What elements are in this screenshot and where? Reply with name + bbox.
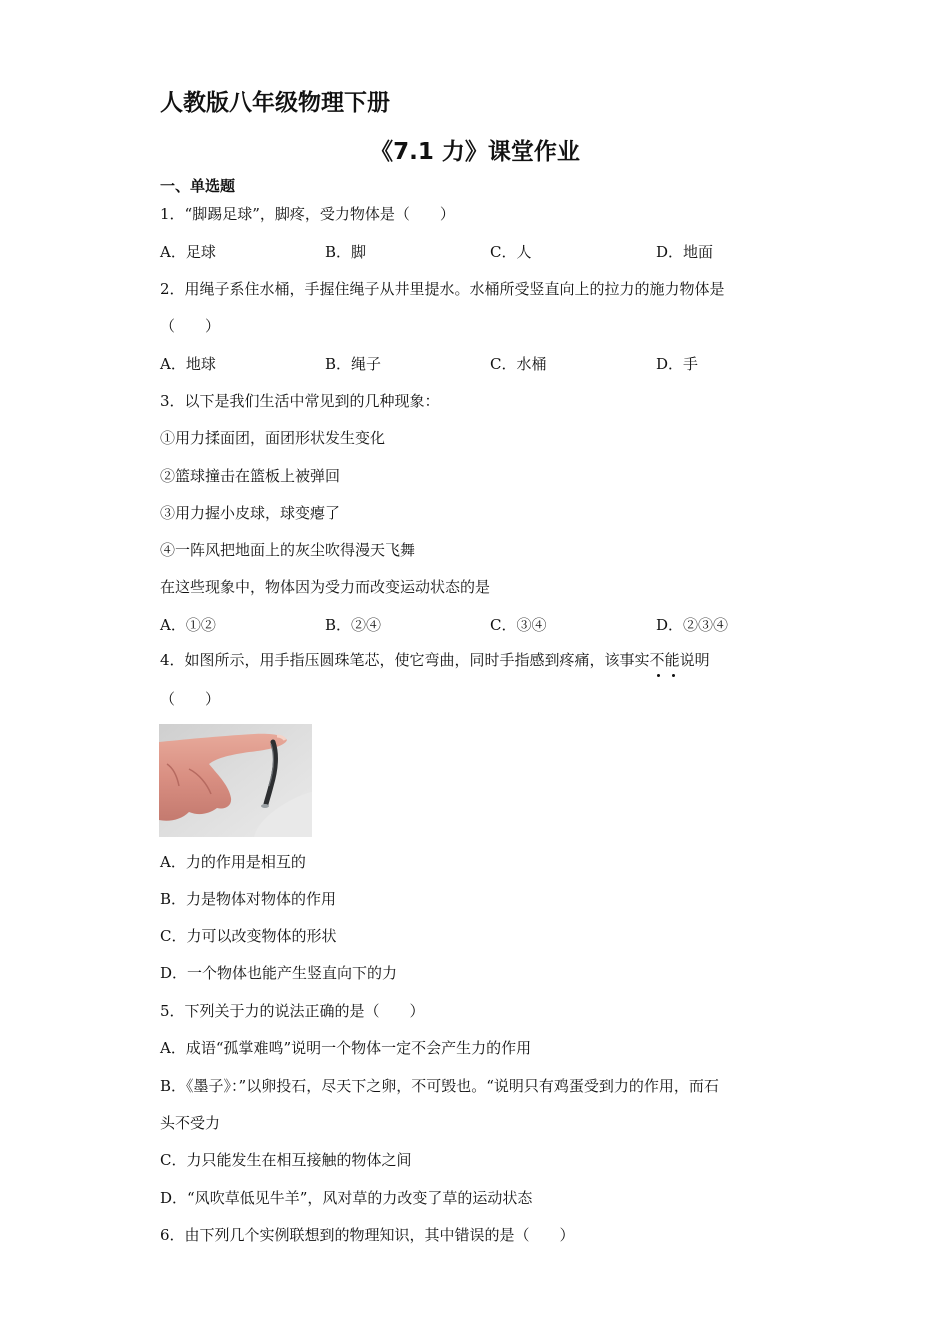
question-3-item-4: ④一阵风把地面上的灰尘吹得漫天飞舞 — [160, 541, 416, 559]
question-6-stem: 6．由下列几个实例联想到的物理知识，其中错误的是（ ） — [160, 1226, 575, 1244]
question-3-item-3: ③用力握小皮球，球变瘪了 — [160, 504, 341, 522]
question-4-stem-end: 说明 — [679, 651, 710, 669]
question-3-option-b: B．②④ — [325, 616, 382, 634]
question-3-prompt: 在这些现象中，物体因为受力而改变运动状态的是 — [160, 578, 491, 596]
question-2-option-d: D．手 — [656, 355, 699, 373]
question-5-stem: 5．下列关于力的说法正确的是（ ） — [160, 1002, 425, 1020]
question-2-stem: 2．用绳子系住水桶，手握住绳子从井里提水。水桶所受竖直向上的拉力的施力物体是 — [160, 280, 725, 298]
question-3-option-c: C．③④ — [490, 616, 547, 634]
question-5-option-b-continued: 头不受力 — [160, 1114, 221, 1132]
question-4-stem-text: 4．如图所示，用手指压圆珠笔芯，使它弯曲，同时手指感到疼痛，该事实 — [160, 651, 650, 669]
question-4-option-c: C．力可以改变物体的形状 — [160, 927, 337, 945]
question-4-stem-continued: （ ） — [160, 690, 221, 708]
question-1-option-b: B．脚 — [325, 243, 367, 261]
document-subtitle: 《7.1 力》课堂作业 — [370, 139, 580, 165]
question-2-option-b: B．绳子 — [325, 355, 382, 373]
finger-pressing-pen-refill-photo — [159, 724, 312, 837]
question-3-stem: 3．以下是我们生活中常见到的几种现象： — [160, 392, 440, 410]
question-2-stem-continued: （ ） — [160, 317, 221, 335]
emphasis-char-can — [665, 650, 680, 670]
emphasis-char-not-text: 不 — [649, 651, 665, 669]
section-heading: 一、单选题 — [160, 177, 236, 195]
question-3-item-1: ①用力揉面团，面团形状发生变化 — [160, 429, 386, 447]
question-1-option-d: D．地面 — [656, 243, 714, 261]
emphasis-dot — [672, 674, 675, 677]
question-2-option-c: C．水桶 — [490, 355, 547, 373]
emphasis-dot — [657, 674, 660, 677]
question-5-option-d: D．“风吹草低见牛羊”，风对草的力改变了草的运动状态 — [160, 1189, 533, 1207]
question-3-item-2: ②篮球撞击在篮板上被弹回 — [160, 467, 341, 485]
question-1-stem: 1．“脚踢足球”，脚疼，受力物体是（ ） — [160, 205, 455, 223]
question-4-option-b: B．力是物体对物体的作用 — [160, 890, 337, 908]
question-1-option-a: A．足球 — [160, 243, 216, 261]
question-3-option-a: A．①② — [160, 616, 216, 634]
document-title: 人教版八年级物理下册 — [160, 90, 390, 116]
question-1-option-c: C．人 — [490, 243, 532, 261]
question-5-option-b: B．《墨子》：”以卵投石，尽天下之卵，不可毁也。“说明只有鸡蛋受到力的作用，而石 — [160, 1077, 719, 1095]
question-5-option-a: A．成语“孤掌难鸣”说明一个物体一定不会产生力的作用 — [160, 1039, 532, 1057]
question-5-option-c: C．力只能发生在相互接触的物体之间 — [160, 1151, 412, 1169]
question-4-option-d: D．一个物体也能产生竖直向下的力 — [160, 964, 398, 982]
question-4-stem — [160, 650, 710, 670]
question-4-option-a: A．力的作用是相互的 — [160, 853, 306, 871]
emphasis-char-not — [650, 650, 665, 670]
question-2-option-a: A．地球 — [160, 355, 216, 373]
question-3-option-d: D．②③④ — [656, 616, 729, 634]
emphasis-char-can-text: 能 — [664, 651, 680, 669]
